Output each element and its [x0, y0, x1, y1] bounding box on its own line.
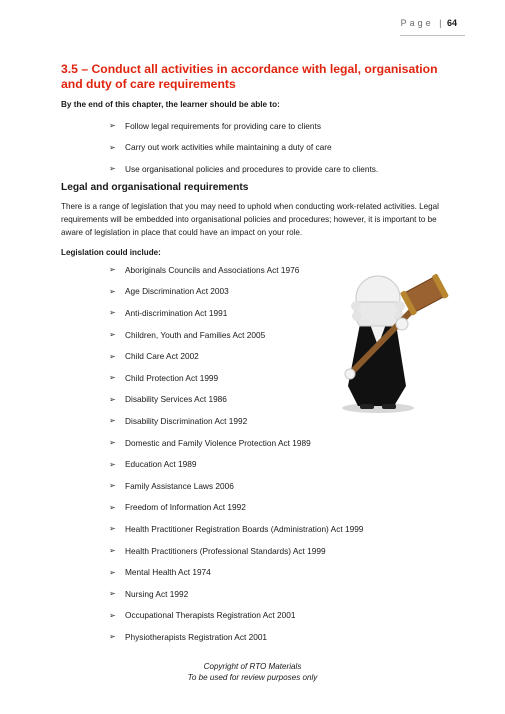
objective-item	[109, 158, 378, 180]
legislation-item-text: Disability Services Act 1986	[125, 394, 227, 405]
legislation-item	[109, 281, 363, 303]
judge-with-gavel-icon	[330, 266, 450, 416]
objective-item-text: Use organisational policies and procedures to provide care to clients.	[125, 163, 379, 174]
bullet-arrow-icon: ➢	[109, 567, 116, 577]
footer-review-note: To be used for review purposes only	[187, 673, 318, 682]
bullet-arrow-icon: ➢	[109, 546, 116, 556]
page-footer	[0, 661, 505, 683]
page-separator: |	[439, 18, 442, 28]
chapter-intro: By the end of this chapter, the learner should be able to:	[61, 100, 280, 109]
legislation-item-text: Nursing Act 1992	[125, 588, 189, 599]
legislation-item	[109, 345, 363, 367]
bullet-arrow-icon: ➢	[109, 394, 116, 404]
legislation-item	[109, 259, 363, 281]
legislation-item	[109, 432, 363, 454]
page-header	[401, 18, 457, 28]
bullet-arrow-icon: ➢	[109, 481, 116, 491]
legislation-item	[109, 605, 363, 627]
page-number: 64	[446, 18, 457, 28]
legislation-item	[109, 540, 363, 562]
legislation-item-text: Aboriginals Councils and Associations Act 1976	[125, 264, 300, 275]
bullet-arrow-icon: ➢	[109, 286, 116, 296]
legislation-item-text: Health Practitioners (Professional Standards) Act 1999	[125, 545, 326, 556]
legislation-item-text: Occupational Therapists Registration Act 2001	[125, 610, 296, 621]
legislation-item-text: Anti-discrimination Act 1991	[125, 307, 228, 318]
bullet-arrow-icon: ➢	[109, 351, 116, 361]
legislation-item-text: Physiotherapists Registration Act 2001	[125, 631, 268, 642]
legal-paragraph: There is a range of legislation that you may need to uphold when conducting work-related activities. Legal requirements will be embedded into organisational policies and procedures; however, it is important to be aware of legislation in place that could have an impact on your role.	[61, 202, 439, 237]
bullet-arrow-icon: ➢	[109, 416, 116, 426]
bullet-arrow-icon: ➢	[109, 330, 116, 340]
header-rule	[400, 35, 465, 36]
legislation-item-text: Children, Youth and Families Act 2005	[125, 329, 266, 340]
bullet-arrow-icon: ➢	[109, 121, 116, 131]
footer-copyright: Copyright of RTO Materials	[203, 662, 302, 671]
legislation-item-text: Child Care Act 2002	[125, 351, 199, 362]
legislation-item-text: Domestic and Family Violence Protection Act 1989	[125, 437, 311, 448]
legislation-item	[109, 302, 363, 324]
legislation-item-text: Freedom of Information Act 1992	[125, 502, 246, 513]
legislation-item	[109, 518, 363, 540]
legislation-item-text: Mental Health Act 1974	[125, 567, 211, 578]
legislation-item	[109, 324, 363, 346]
legislation-item	[109, 389, 363, 411]
legislation-item-text: Age Discrimination Act 2003	[125, 286, 229, 297]
bullet-arrow-icon: ➢	[109, 308, 116, 318]
legislation-item	[109, 626, 363, 648]
objective-item-text: Follow legal requirements for providing care to clients	[125, 120, 321, 131]
legislation-item	[109, 475, 363, 497]
objective-item	[109, 137, 378, 159]
bullet-arrow-icon: ➢	[109, 142, 116, 152]
legislation-item	[109, 367, 363, 389]
legislation-item-text: Education Act 1989	[125, 459, 197, 470]
bullet-arrow-icon: ➢	[109, 502, 116, 512]
objective-item	[109, 115, 378, 137]
legal-heading: Legal and organisational requirements	[61, 182, 249, 193]
legislation-label: Legislation could include:	[61, 248, 161, 257]
legislation-item	[109, 410, 363, 432]
bullet-arrow-icon: ➢	[109, 438, 116, 448]
legislation-item-text: Disability Discrimination Act 1992	[125, 415, 248, 426]
legislation-item	[109, 497, 363, 519]
bullet-arrow-icon: ➢	[109, 373, 116, 383]
legislation-item-text: Health Practitioner Registration Boards (Administration) Act 1999	[125, 523, 364, 534]
bullet-arrow-icon: ➢	[109, 164, 116, 174]
bullet-arrow-icon: ➢	[109, 610, 116, 620]
section-title: 3.5 – Conduct all activities in accordance with legal, organisation and duty of care requirements	[61, 62, 438, 91]
legislation-item	[109, 561, 363, 583]
bullet-arrow-icon: ➢	[109, 589, 116, 599]
bullet-arrow-icon: ➢	[109, 524, 116, 534]
objective-item-text: Carry out work activities while maintaining a duty of care	[125, 142, 332, 153]
objectives-list	[109, 115, 378, 180]
bullet-arrow-icon: ➢	[109, 632, 116, 642]
legislation-item-text: Child Protection Act 1999	[125, 372, 219, 383]
legislation-item-text: Family Assistance Laws 2006	[125, 480, 234, 491]
legislation-item	[109, 583, 363, 605]
legislation-item	[109, 453, 363, 475]
legislation-list	[109, 259, 363, 648]
bullet-arrow-icon: ➢	[109, 265, 116, 275]
bullet-arrow-icon: ➢	[109, 459, 116, 469]
page-label: Page	[400, 18, 434, 28]
